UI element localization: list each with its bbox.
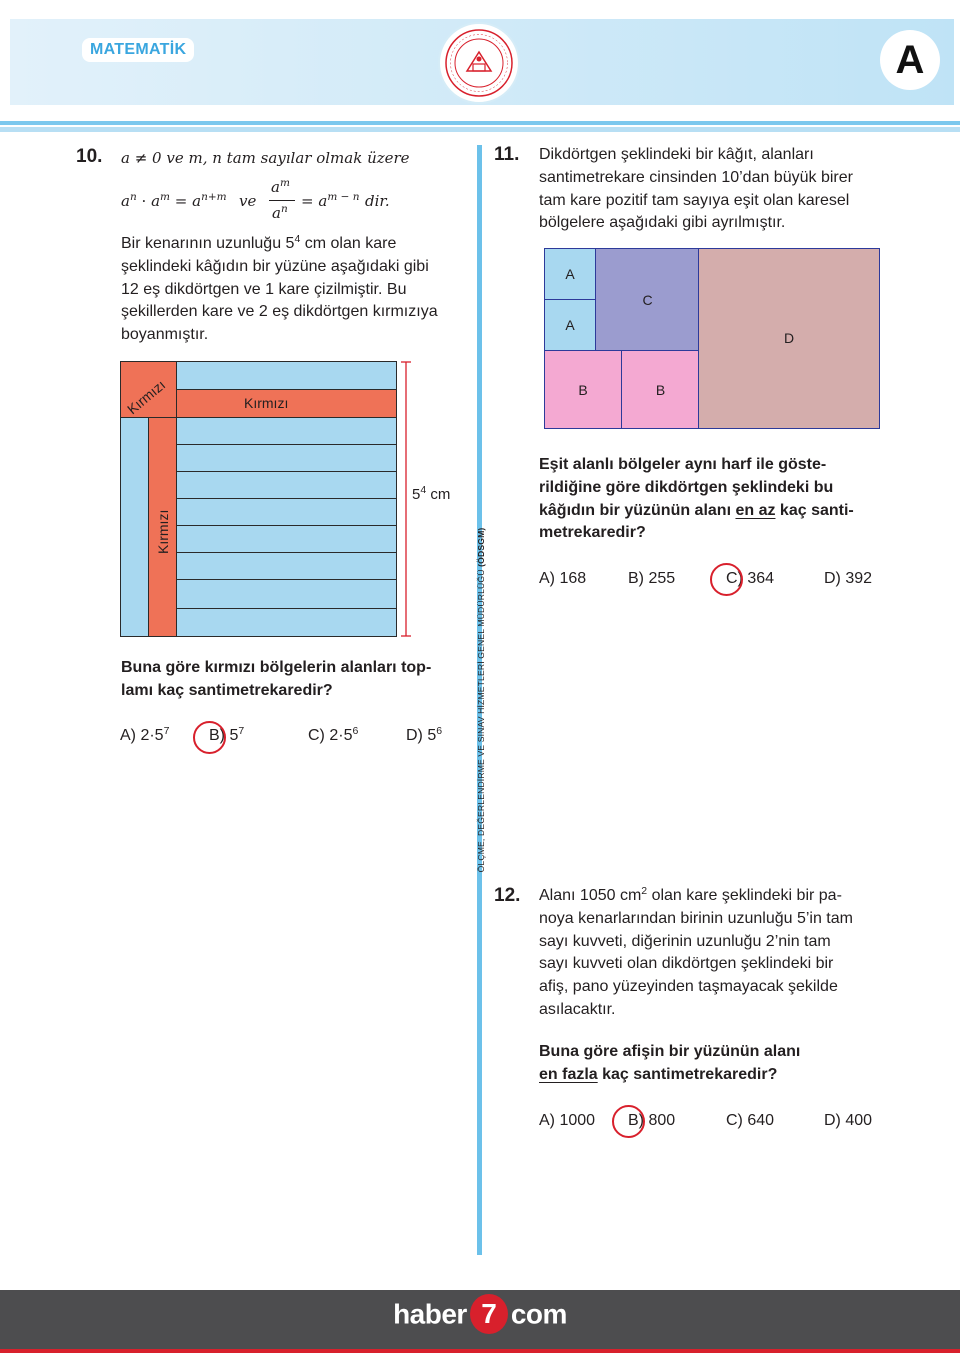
q10-row-rect [176, 417, 397, 445]
q11-option-a-letter: A) [539, 570, 555, 587]
q11-region-c: C [595, 248, 700, 352]
f-a4: a [271, 178, 280, 196]
q11-option-d-letter: D) [824, 570, 841, 587]
q10-number: 10. [76, 146, 103, 167]
q12-option-a-letter: A) [539, 1112, 555, 1129]
q12-body-l6: asılacaktır. [539, 1000, 616, 1018]
f-a5: a [272, 204, 281, 222]
q11-option-c-letter: C) [726, 570, 743, 587]
q10-body-l1b: cm olan kare [300, 235, 397, 252]
q10-row-rect [176, 579, 397, 609]
f-m1: m [160, 191, 170, 203]
f-fraction-bar [269, 200, 295, 201]
q10-side-base: 5 [412, 486, 421, 503]
q12-body [539, 885, 899, 1022]
q10-formula [121, 177, 421, 228]
q10-option-d[interactable] [406, 727, 442, 745]
q10-side-unit: cm [426, 486, 451, 503]
q11-region-a2: A [544, 299, 597, 351]
q10-option-a-base: 2·5 [140, 727, 164, 744]
f-den [272, 204, 288, 222]
q11-option-b-value: 255 [648, 570, 676, 587]
q11-region-d: D [698, 248, 880, 429]
f-a3: a [192, 192, 202, 210]
header-rule [0, 121, 960, 125]
q10-question-l2: lamı kaç santimetrekaredir? [121, 681, 333, 699]
f-dir: dir. [365, 192, 390, 210]
q10-body-l2: şeklindeki kâğıdın bir yüzüne aşağıdaki gibi [121, 257, 429, 275]
q10-row-rect [176, 444, 397, 472]
q11-option-a-value: 168 [559, 570, 587, 587]
q12-question [539, 1041, 899, 1087]
q10-question [121, 657, 471, 703]
q11-body-l4: bölgelere aşağıdaki gibi ayrılmıştır. [539, 214, 786, 232]
side-text-main: ÖLÇME, DEĞERLENDİRME VE SINAV HİZMETLERİ GENEL MÜDÜRLÜĞÜ [476, 569, 486, 873]
side-text-abbr: (ÖDSGM) [476, 527, 486, 567]
q11-option-c-value: 364 [747, 570, 775, 587]
q11-body-l2: santimetrekare cinsinden 10’dan büyük birer [539, 168, 853, 186]
q10-left-rect [120, 417, 149, 637]
q10-option-b-letter: B) [209, 727, 225, 744]
q12-body-l1b: olan kare şeklindeki bir pa- [647, 887, 842, 904]
q11-region-a1: A [544, 248, 597, 301]
ministry-seal-logo [438, 22, 520, 104]
q10-body-l1exp: 4 [294, 233, 301, 245]
q10-body-l1a: Bir kenarının uzunluğu 5 [121, 235, 295, 252]
q10-option-c-letter: C) [308, 727, 325, 744]
header-rule-light [0, 127, 960, 132]
q11-option-b[interactable] [628, 570, 675, 588]
brand-number-badge: 7 [470, 1294, 508, 1334]
q12-question-l2u: en fazla [539, 1065, 598, 1083]
q12-option-c-letter: C) [726, 1112, 743, 1129]
brand-logo[interactable] [0, 1296, 960, 1336]
f-n2: n [280, 203, 288, 215]
brand-right: com [510, 1298, 567, 1330]
q11-option-b-letter: B) [628, 570, 644, 587]
q10-option-d-base: 5 [427, 727, 437, 744]
q12-question-l2b: kaç santimetrekaredir? [597, 1065, 778, 1083]
q11-option-d[interactable] [824, 570, 872, 588]
q10-premise: a ≠ 0 ve m, n tam sayılar olmak üzere [121, 149, 410, 167]
f-a1: a [121, 192, 130, 210]
q10-option-d-letter: D) [406, 727, 423, 744]
q11-figure [544, 248, 880, 429]
q10-option-a-letter: A) [120, 727, 136, 744]
f-a6: a [318, 192, 328, 210]
q10-option-d-exp: 6 [436, 725, 443, 737]
q12-option-b-letter: B) [628, 1112, 644, 1129]
q10-option-a[interactable] [120, 727, 169, 745]
q10-top-rect [176, 361, 397, 390]
f-npm: n+m [201, 191, 227, 203]
q11-option-a[interactable] [539, 570, 586, 588]
f-num [271, 178, 290, 196]
q11-body-l3: tam kare pozitif tam sayıya eşit olan karesel [539, 191, 850, 209]
q10-option-b-exp: 7 [238, 725, 245, 737]
q10-body-l5: boyanmıştır. [121, 326, 209, 344]
q10-body [121, 233, 471, 347]
f-dot: · [141, 192, 147, 210]
q12-body-l1exp: 2 [641, 885, 648, 897]
q10-question-l1: Buna göre kırmızı bölgelerin alanları top- [121, 659, 432, 676]
q10-row-rect [176, 525, 397, 553]
q12-option-a[interactable] [539, 1112, 595, 1130]
q10-option-b-base: 5 [229, 727, 239, 744]
q11-question-l3a: kâğıdın bir yüzünün alanı [539, 501, 736, 519]
q10-red-horizontal-label: Kırmızı [244, 395, 289, 411]
q10-option-a-exp: 7 [163, 725, 170, 737]
q12-option-a-value: 1000 [559, 1112, 596, 1129]
f-ve: ve [239, 192, 257, 210]
q12-option-c[interactable] [726, 1112, 774, 1130]
q10-option-c[interactable] [308, 727, 358, 745]
q11-question-l2: rildiğine göre dikdörtgen şeklindeki bu [539, 478, 834, 496]
q12-body-l2: noya kenarlarından birinin uzunluğu 5’in tam [539, 909, 853, 927]
q12-body-l3: sayı kuvveti, diğerinin uzunluğu 2’nin tam [539, 932, 831, 950]
f-eq1: = [174, 192, 188, 210]
q11-body-l1: Dikdörtgen şeklindeki bir kâğıt, alanları [539, 146, 814, 163]
q11-question-l4: metrekaredir? [539, 524, 646, 542]
q12-question-l1: Buna göre afişin bir yüzünün alanı [539, 1043, 801, 1060]
q10-side-exp: 4 [420, 484, 427, 496]
q10-red-square-label: Kırmızı [124, 376, 169, 418]
q12-option-d-value: 400 [845, 1112, 873, 1129]
booklet-type-badge: A [880, 30, 940, 90]
q10-answer-mark-circle [193, 721, 226, 754]
f-mmn: m − n [327, 191, 360, 203]
f-a2: a [151, 192, 161, 210]
footer-red-line [0, 1349, 960, 1353]
f-n1: n [129, 191, 137, 203]
q12-option-b-value: 800 [648, 1112, 676, 1129]
q10-body-l4: şekillerden kare ve 2 eş dikdörtgen kırmızıya [121, 303, 438, 321]
f-eq2: = [301, 192, 314, 210]
q12-option-c-value: 640 [747, 1112, 775, 1129]
q11-option-d-value: 392 [845, 570, 873, 587]
q10-row-rect [176, 608, 397, 637]
q11-question-l3b: kaç santi- [775, 501, 854, 519]
q12-body-l5: afiş, pano yüzeyinden taşmayacak şekilde [539, 978, 838, 996]
q10-row-rect [176, 471, 397, 499]
q11-body [539, 144, 899, 235]
q12-body-l4: sayı kuvveti olan dikdörtgen şeklindeki bir [539, 955, 834, 973]
q10-figure [120, 361, 460, 639]
q11-question [539, 454, 909, 545]
q11-question-l3u: en az [735, 501, 776, 519]
q11-answer-mark-circle [710, 563, 743, 596]
q12-option-d-letter: D) [824, 1112, 841, 1129]
q11-region-b1: B [544, 350, 623, 429]
q10-dimension-line [399, 361, 413, 639]
f-m2: m [279, 177, 290, 189]
q10-option-c-base: 2·5 [329, 727, 353, 744]
q10-option-c-exp: 6 [352, 725, 359, 737]
subject-badge: MATEMATİK [82, 38, 194, 62]
q12-answer-mark-circle [612, 1105, 645, 1138]
q10-body-l3: 12 eş dikdörtgen ve 1 kare çizilmiştir. Bu [121, 280, 407, 298]
q10-row-rect [176, 552, 397, 580]
q11-number: 11. [494, 144, 520, 165]
q12-body-l1a: Alanı 1050 cm [539, 887, 642, 904]
q11-region-b2: B [621, 350, 700, 429]
q10-red-vertical-label: Kırmızı [155, 509, 171, 554]
brand-left: haber [393, 1298, 467, 1330]
q10-side-length-label [412, 486, 450, 503]
q12-option-d[interactable] [824, 1112, 872, 1130]
q12-number: 12. [494, 885, 521, 906]
q10-row-rect [176, 498, 397, 526]
q11-question-l1: Eşit alanlı bölgeler aynı harf ile göste- [539, 456, 827, 473]
